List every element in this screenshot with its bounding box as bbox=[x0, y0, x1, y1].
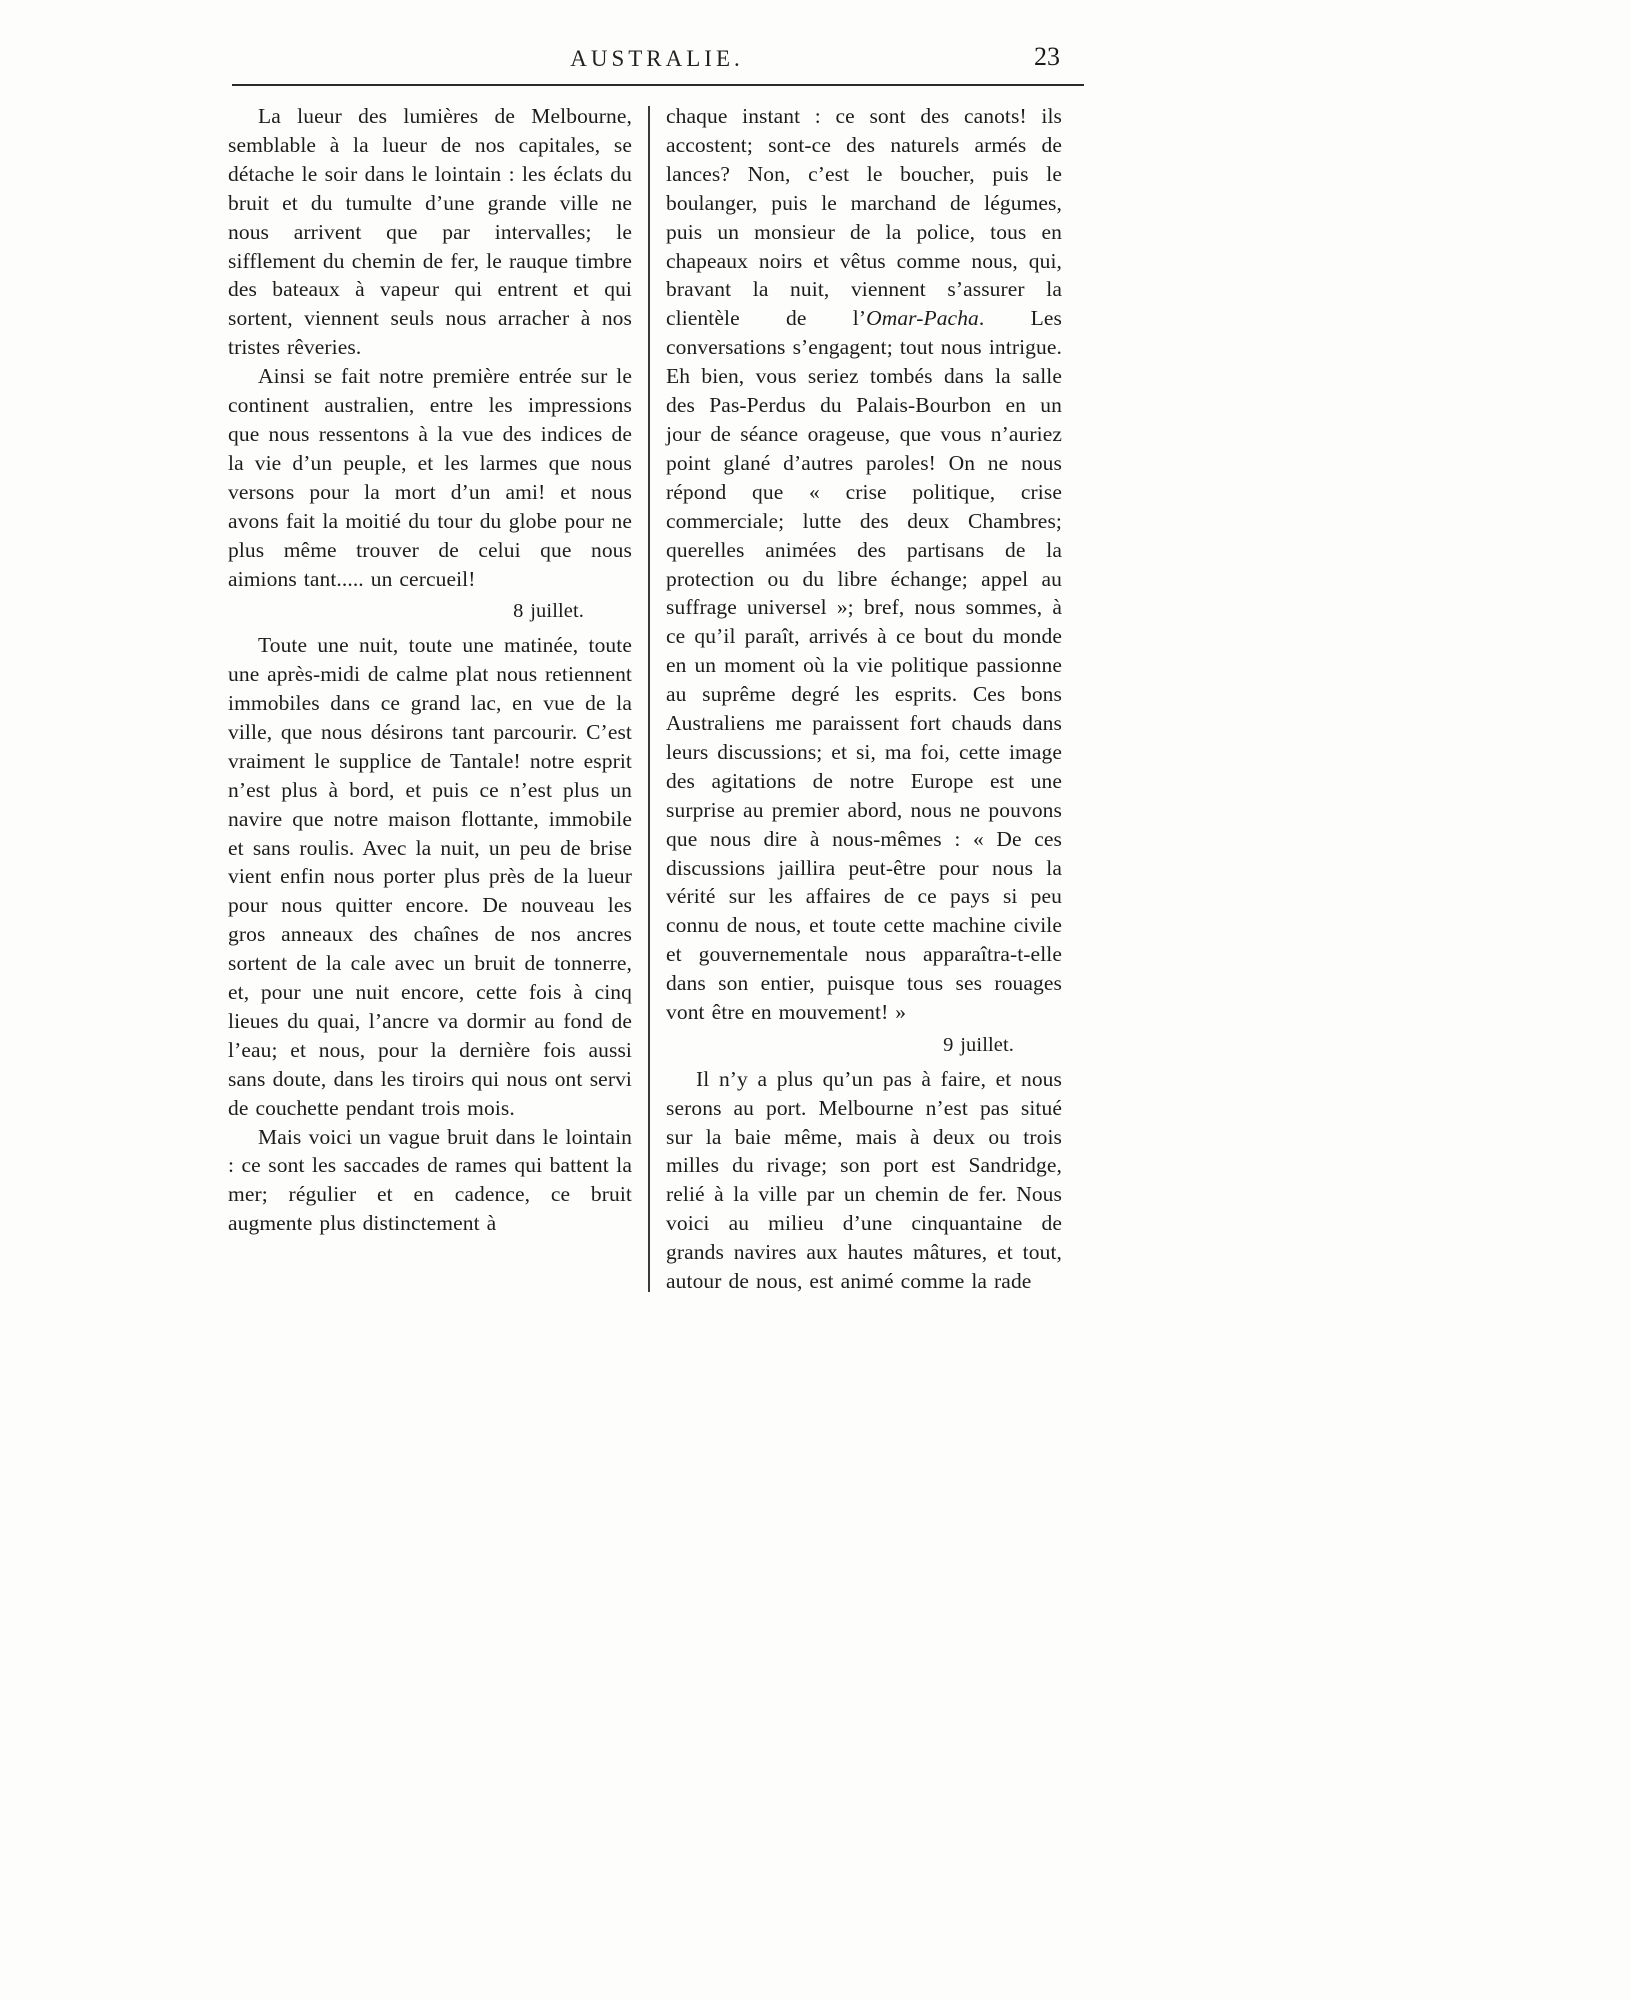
paragraph: Il n’y a plus qu’un pas à faire, et nous serons au port. Melbourne n’est pas situé sur la baie même, mais à deux ou trois milles du rivage; son port est Sandridge, relié à la ville par un chemin de fer. Nous voici au milieu d’une cinquantaine de grands navires aux hautes mâtures, et tout, autour de nous, est animé comme la rade bbox=[666, 1066, 1062, 1294]
dateline: 8 juillet. bbox=[513, 600, 584, 623]
paragraph-text: chaque instant : ce sont des canots! ils accostent; sont-ce des naturels armés de lances? Non, c’est le boucher, puis le boulanger, puis le marchand de légumes, puis un monsieur de la police, tous en chapeaux noirs et vêtus comme nous, qui, bravant la nuit, viennent s’assurer la clientèle de l’ bbox=[666, 104, 1062, 331]
paragraph: La lueur des lumières de Melbourne, semblable à la lueur de nos capitales, se détache le soir dans le lointain : les éclats du bruit et du tumulte d’une grande ville ne nous arrivent que par intervalles; le sifflement du chemin de fer, le rauque timbre des bateaux à vapeur qui entrent et qui sortent, viennent seuls nous arracher à nos tristes rêveries. bbox=[228, 104, 632, 360]
printed-area bbox=[228, 38, 1086, 1296]
right-column bbox=[666, 102, 1062, 1296]
running-title: AUSTRALIE. bbox=[570, 46, 744, 71]
paragraph: Ainsi se fait notre première entrée sur le continent australien, entre les impressions que nous ressentons à la vue des indices de la vie d’un peuple, et les larmes que nous versons pour la mort d’un ami! et nous avons fait la moitié du tour du globe pour ne plus même trouver de celui que nous aimions tant..... un cercueil! bbox=[228, 364, 632, 591]
paragraph-text: . Les conversations s’engagent; tout nous intrigue. Eh bien, vous seriez tombés dans la salle des Pas-Perdus du Palais-Bourbon en un jour de séance orageuse, que vous n’auriez point glané d’autres paroles! On ne nous répond que « crise politique, crise commerciale; lutte des deux Chambres; querelles animées des partisans de la protection ou du libre échange; appel au suffrage universel »; bref, nous sommes, à ce qu’il paraît, arrivés à ce bout du monde en un moment où la vie politique passionne au suprême degré les esprits. Ces bons Australiens me paraissent fort chauds dans leurs discussions; et si, ma foi, cette image des agitations de notre Europe est une surprise au premier abord, nous ne pouvons que nous dire à nous-mêmes : « De ces discussions jaillira peut-être pour nous la vérité sur les affaires de ce pays si peu connu de nous, et toute cette machine civile et gouvernementale nous apparaîtra-t-elle dans son entier, puisque tous ses rouages vont être en mouvement! » bbox=[666, 306, 1062, 1025]
paragraph: Mais voici un vague bruit dans le lointain : ce sont les saccades de rames qui battent la mer; régulier et en cadence, ce bruit augmente plus distinctement à bbox=[228, 1124, 632, 1236]
two-column-text bbox=[228, 102, 1086, 1296]
page-header bbox=[228, 38, 1086, 84]
dateline: 9 juillet. bbox=[943, 1034, 1014, 1056]
column-divider-rule bbox=[648, 106, 650, 1292]
header-rule bbox=[232, 84, 1084, 86]
paragraph-continuation bbox=[666, 102, 1062, 1027]
left-column bbox=[228, 102, 632, 1296]
paragraph: Toute une nuit, toute une matinée, toute une après-midi de calme plat nous retiennent immobiles dans ce grand lac, en vue de la ville, que nous désirons tant parcourir. C’est vraiment le supplice de Tantale! notre esprit n’est plus à bord, et puis ce n’est plus un navire que notre maison flottante, immobile et sans roulis. Avec la nuit, un peu de brise vient enfin nous porter plus près de la lueur pour nous quitter encore. De nouveau les gros anneaux des chaînes de nos ancres sortent de la cale avec un bruit de tonnerre, et, pour une nuit encore, cette fois à cinq lieues du quai, l’ancre va dormir au fond de l’eau; et nous, pour la dernière fois aussi sans doute, dans les tiroirs qui nous ont servi de couchette pendant trois mois. bbox=[228, 633, 632, 1120]
page-number: 23 bbox=[1034, 42, 1060, 71]
ship-name-italic: Omar-Pacha bbox=[866, 306, 979, 331]
